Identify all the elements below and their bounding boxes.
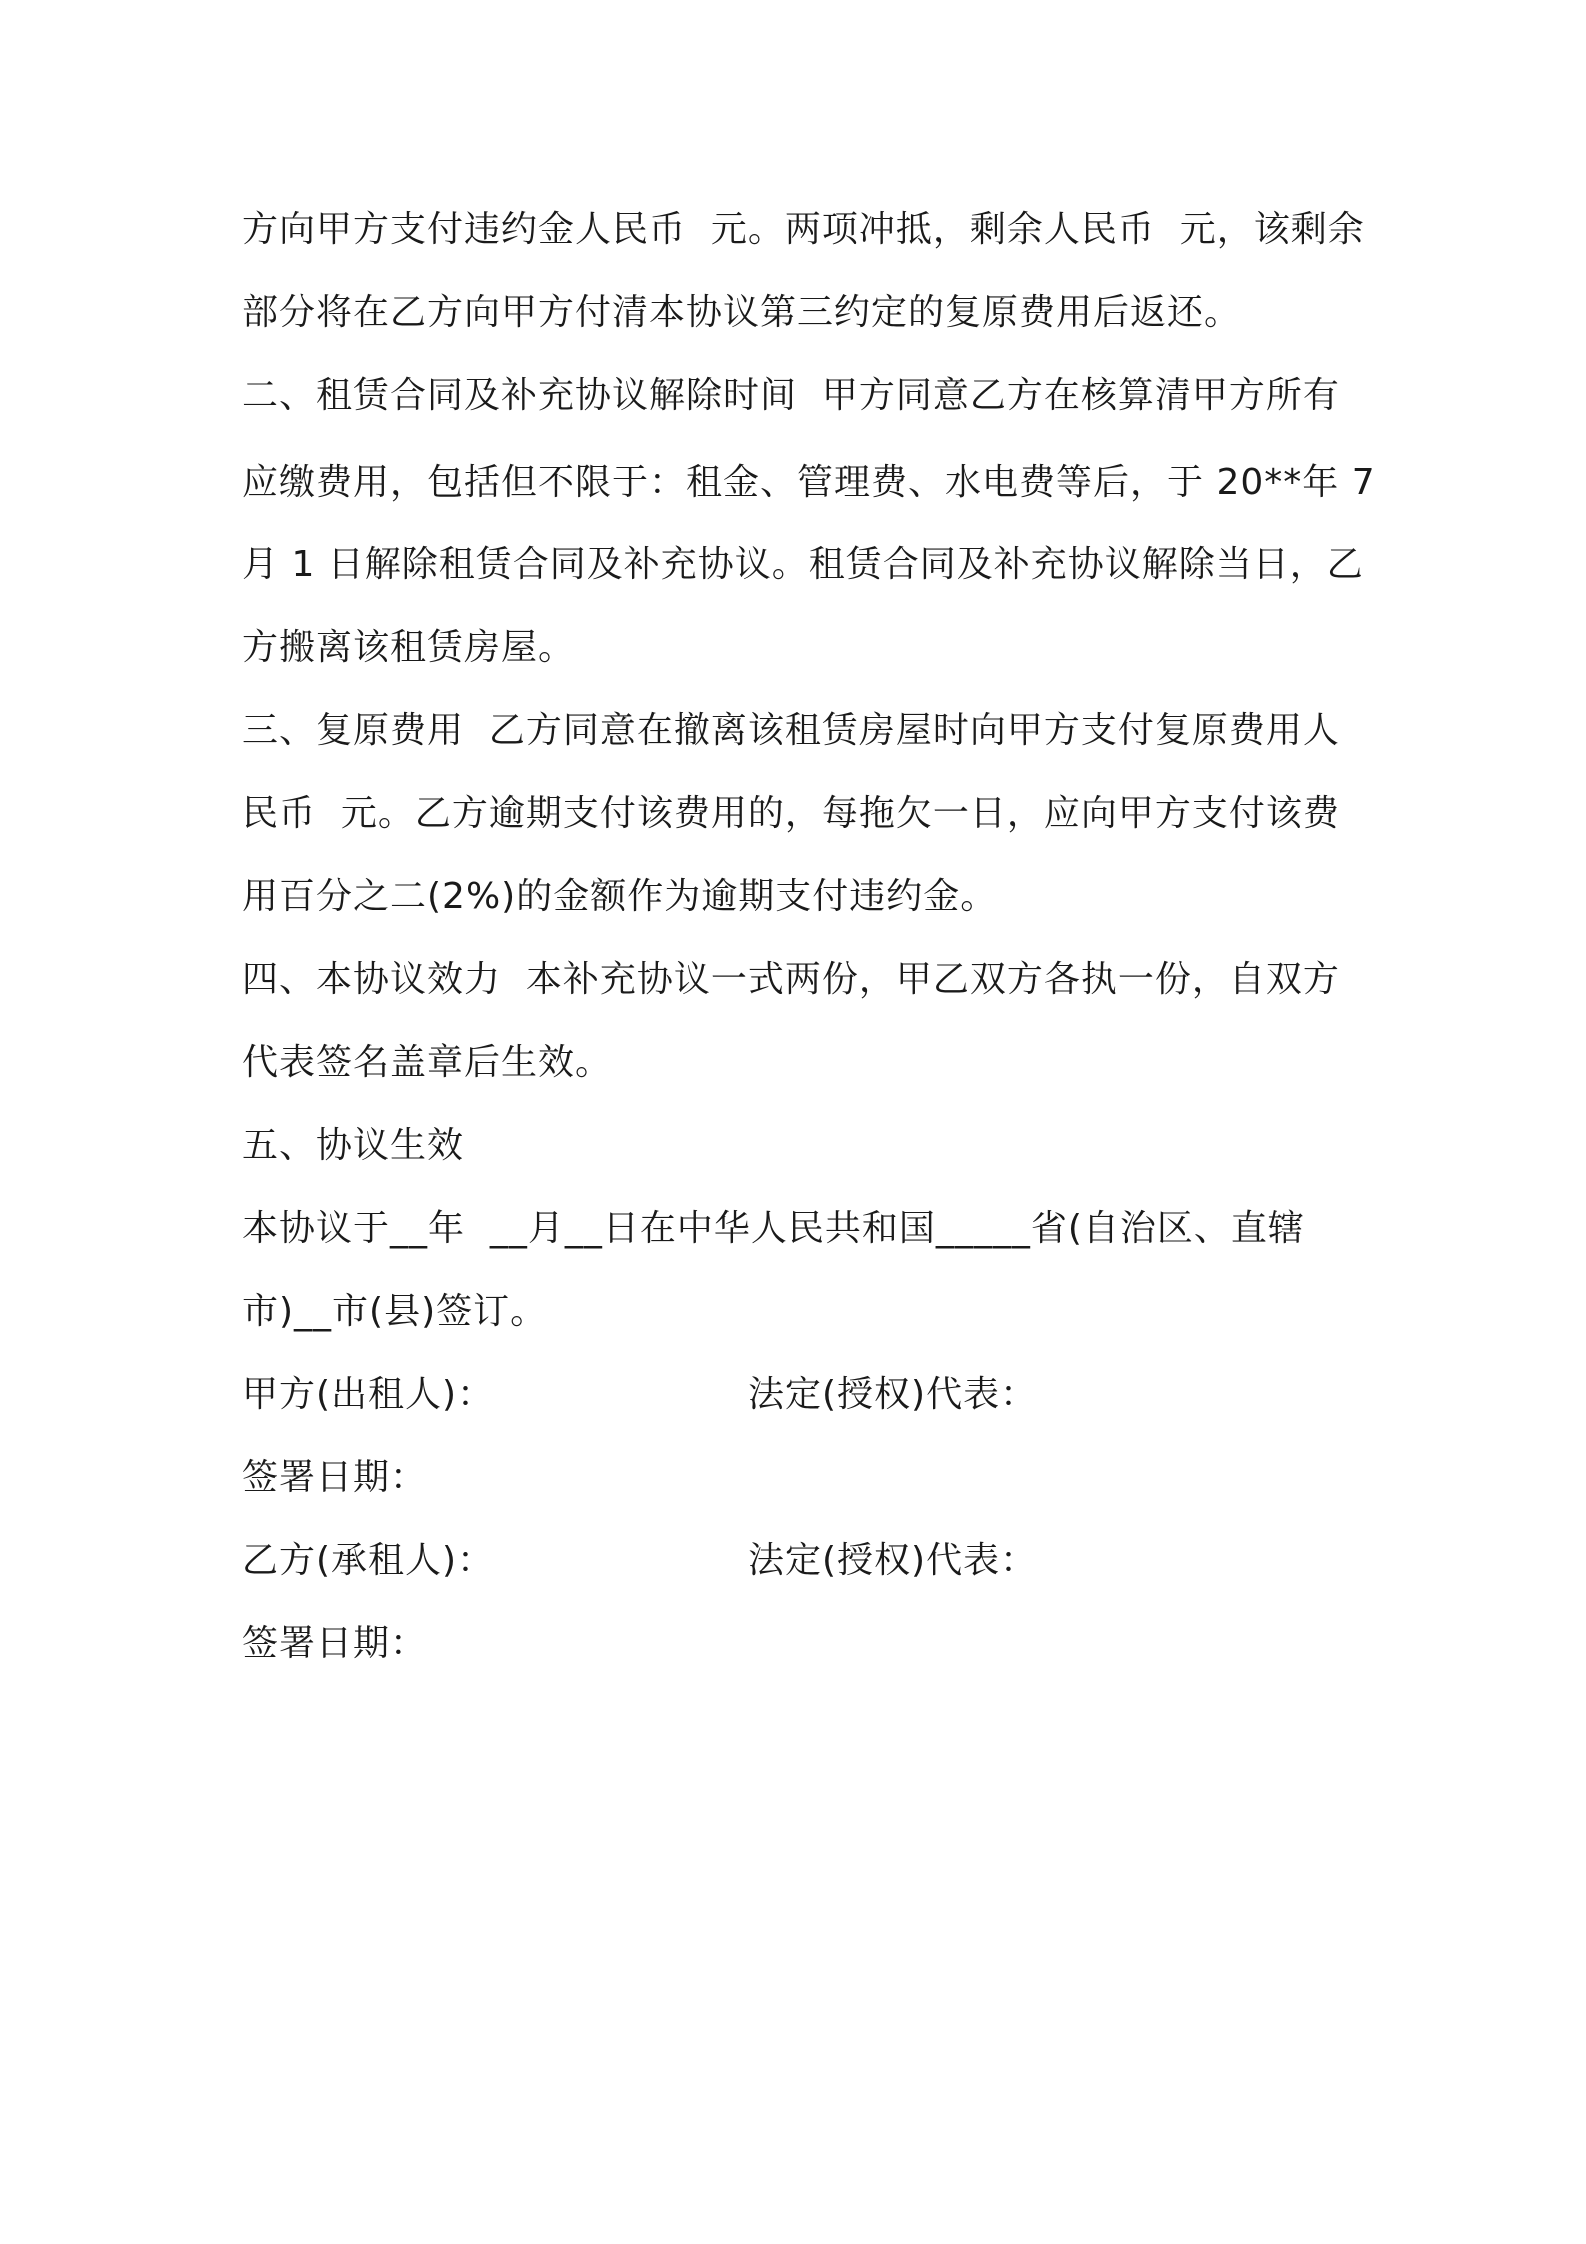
- paragraph-line: 代表签名盖章后生效。: [242, 1042, 613, 1083]
- paragraph-line: 本协议于__年 __月__日在中华人民共和国_____省(自治区、直辖: [242, 1208, 1305, 1249]
- party-a-representative-label: 法定(授权)代表：: [748, 1374, 1038, 1415]
- paragraph-line: 用百分之二(2%)的金额作为逾期支付违约金。: [242, 876, 998, 917]
- paragraph-line: 应缴费用，包括但不限于：租金、管理费、水电费等后，于 20**年 7: [242, 462, 1376, 503]
- section-heading-line: 五、协议生效: [242, 1125, 465, 1166]
- paragraph-line: 市)__市(县)签订。: [242, 1291, 548, 1332]
- paragraph-line: 方向甲方支付违约金人民币 元。两项冲抵，剩余人民币 元，该剩余: [242, 209, 1365, 250]
- party-a-label: 甲方(出租人)：: [242, 1374, 495, 1415]
- section-heading-line: 三、复原费用 乙方同意在撤离该租赁房屋时向甲方支付复原费用人: [242, 710, 1340, 751]
- section-heading-line: 四、本协议效力 本补充协议一式两份，甲乙双方各执一份，自双方: [242, 959, 1340, 1000]
- section-heading-line: 二、租赁合同及补充协议解除时间 甲方同意乙方在核算清甲方所有: [242, 375, 1340, 416]
- paragraph-line: 部分将在乙方向甲方付清本协议第三约定的复原费用后返还。: [242, 292, 1242, 333]
- paragraph-line: 方搬离该租赁房屋。: [242, 627, 576, 668]
- party-a-date-label: 签署日期：: [242, 1457, 428, 1498]
- party-b-label: 乙方(承租人)：: [242, 1540, 495, 1581]
- paragraph-line: 民币 元。乙方逾期支付该费用的，每拖欠一日，应向甲方支付该费: [242, 793, 1340, 834]
- party-b-representative-label: 法定(授权)代表：: [748, 1540, 1038, 1581]
- party-b-date-label: 签署日期：: [242, 1623, 428, 1664]
- paragraph-line: 月 1 日解除租赁合同及补充协议。租赁合同及补充协议解除当日，乙: [242, 544, 1364, 585]
